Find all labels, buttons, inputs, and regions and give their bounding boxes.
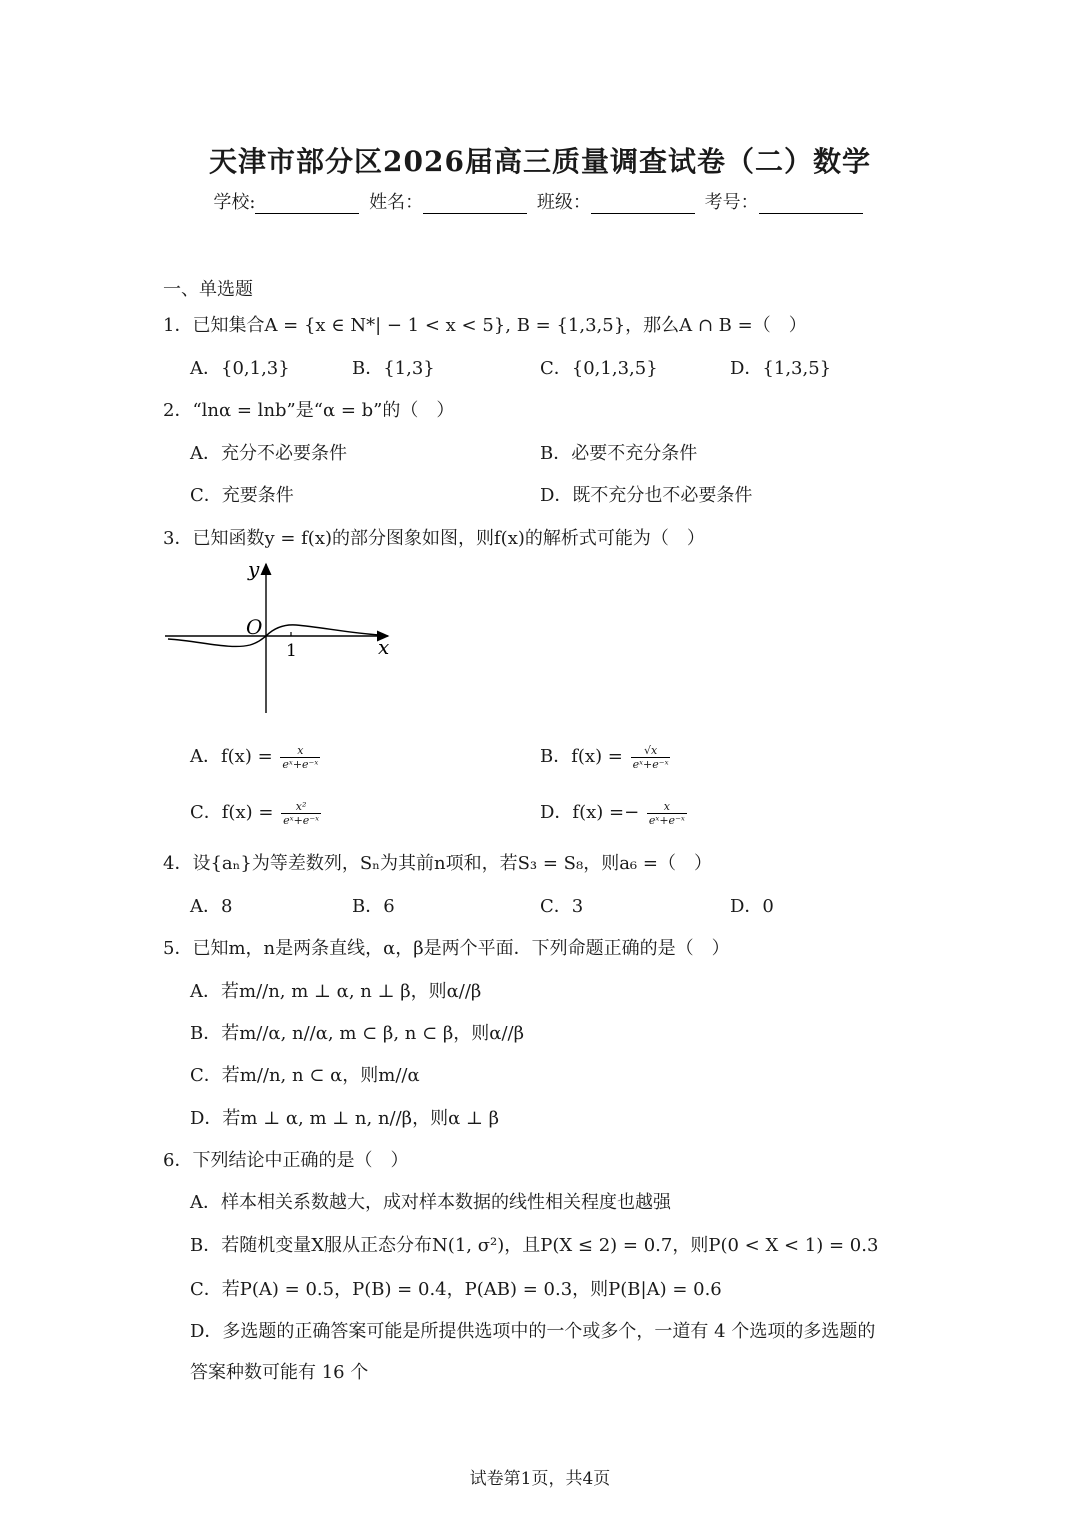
- question-5-option-b: B．若m//α, n//α, m ⊂ β, n ⊂ β，则α//β: [190, 1023, 525, 1044]
- question-4-option-d: D．0: [730, 896, 774, 917]
- question-4-option-c: C．3: [540, 896, 584, 917]
- option-a-denominator: eˣ+e⁻ˣ: [282, 757, 319, 771]
- name-label: 姓名：: [369, 192, 424, 213]
- option-c-denominator: eˣ+e⁻ˣ: [283, 813, 320, 827]
- option-a-prefix: A．f(x) =: [190, 746, 273, 767]
- option-a-fraction: [280, 744, 320, 771]
- question-6-option-c: C．若P(A) = 0.5，P(B) = 0.4，P(AB) = 0.3，则P(B|A) = 0.6: [190, 1279, 722, 1300]
- question-6-option-d-line2: 答案种数可能有 16 个: [190, 1362, 369, 1383]
- option-b-numerator: √x: [643, 743, 658, 757]
- page-title: 天津市部分区2026届高三质量调查试卷（二）数学: [209, 145, 871, 178]
- question-4-option-a: A．8: [190, 896, 233, 917]
- question-3-option-b: [540, 742, 670, 771]
- x-axis-label: x: [378, 635, 390, 659]
- function-graph: [160, 558, 400, 718]
- exam-number-label: 考号：: [704, 192, 759, 213]
- question-6-option-b: B．若随机变量X服从正态分布N(1, σ²)，且P(X ≤ 2) = 0.7，则P(0 < X < 1) = 0.3: [190, 1235, 879, 1256]
- option-c-numerator: x²: [295, 799, 307, 813]
- origin-label: O: [246, 615, 263, 639]
- name-blank: [423, 195, 527, 214]
- question-2-option-b: B．必要不充分条件: [540, 443, 698, 464]
- page-footer: 试卷第1页，共4页: [469, 1469, 611, 1489]
- question-5-option-a: A．若m//n, m ⊥ α, n ⊥ β，则α//β: [190, 981, 482, 1002]
- option-d-prefix: D．f(x) =−: [540, 802, 640, 823]
- option-d-denominator: eˣ+e⁻ˣ: [648, 813, 685, 827]
- option-b-prefix: B．f(x) =: [540, 746, 623, 767]
- question-3-option-a: [190, 742, 320, 771]
- question-5-stem: 5．已知m，n是两条直线，α，β是两个平面．下列命题正确的是（ ）: [163, 938, 730, 959]
- question-1-option-a: A．{0,1,3}: [190, 358, 290, 379]
- option-d-fraction: [647, 800, 687, 827]
- question-1-option-d: D．{1,3,5}: [730, 358, 832, 379]
- option-d-numerator: x: [663, 799, 670, 813]
- question-6-option-d-line1: D．多选题的正确答案可能是所提供选项中的一个或多个，一道有 4 个选项的多选题的: [190, 1321, 876, 1342]
- question-5-option-c: C．若m//n, n ⊂ α，则m//α: [190, 1065, 420, 1086]
- question-2-option-d: D．既不充分也不必要条件: [540, 485, 753, 506]
- student-info-fields: [0, 188, 1080, 214]
- exam-number-blank: [759, 195, 863, 214]
- option-b-denominator: eˣ+e⁻ˣ: [632, 757, 669, 771]
- section-heading: 一、单选题: [163, 279, 253, 300]
- question-1-option-c: C．{0,1,3,5}: [540, 358, 658, 379]
- question-3-option-c: [190, 798, 321, 827]
- option-a-numerator: x: [297, 743, 304, 757]
- school-label: 学校:: [213, 192, 256, 213]
- question-2-stem: 2．“lnα = lnb”是“α = b”的（ ）: [163, 400, 455, 421]
- school-blank: [255, 195, 359, 214]
- question-6-option-a: A．样本相关系数越大，成对样本数据的线性相关程度也越强: [190, 1192, 671, 1213]
- option-c-fraction: [281, 800, 321, 827]
- question-1-option-b: B．{1,3}: [352, 358, 435, 379]
- question-4-option-b: B．6: [352, 896, 395, 917]
- question-3-stem: 3．已知函数y = f(x)的部分图象如图，则f(x)的解析式可能为（ ）: [163, 528, 705, 549]
- question-5-option-d: D．若m ⊥ α, m ⊥ n, n//β，则α ⊥ β: [190, 1108, 500, 1129]
- tick-label: 1: [286, 641, 297, 661]
- y-axis-label: y: [248, 558, 260, 581]
- question-2-option-a: A．充分不必要条件: [190, 443, 347, 464]
- question-4-stem: 4．设{aₙ}为等差数列，Sₙ为其前n项和，若S₃ = S₈，则a₆ =（ ）: [163, 853, 712, 874]
- class-blank: [591, 195, 695, 214]
- question-2-option-c: C．充要条件: [190, 485, 294, 506]
- question-1-stem: 1．已知集合A = {x ∈ N*| − 1 < x < 5}, B = {1,3,5}，那么A ∩ B =（ ）: [163, 315, 807, 336]
- class-label: 班级：: [536, 192, 591, 213]
- option-b-fraction: [631, 744, 671, 771]
- question-3-option-d: [540, 798, 687, 827]
- option-c-prefix: C．f(x) =: [190, 802, 274, 823]
- question-6-stem: 6．下列结论中正确的是（ ）: [163, 1150, 409, 1171]
